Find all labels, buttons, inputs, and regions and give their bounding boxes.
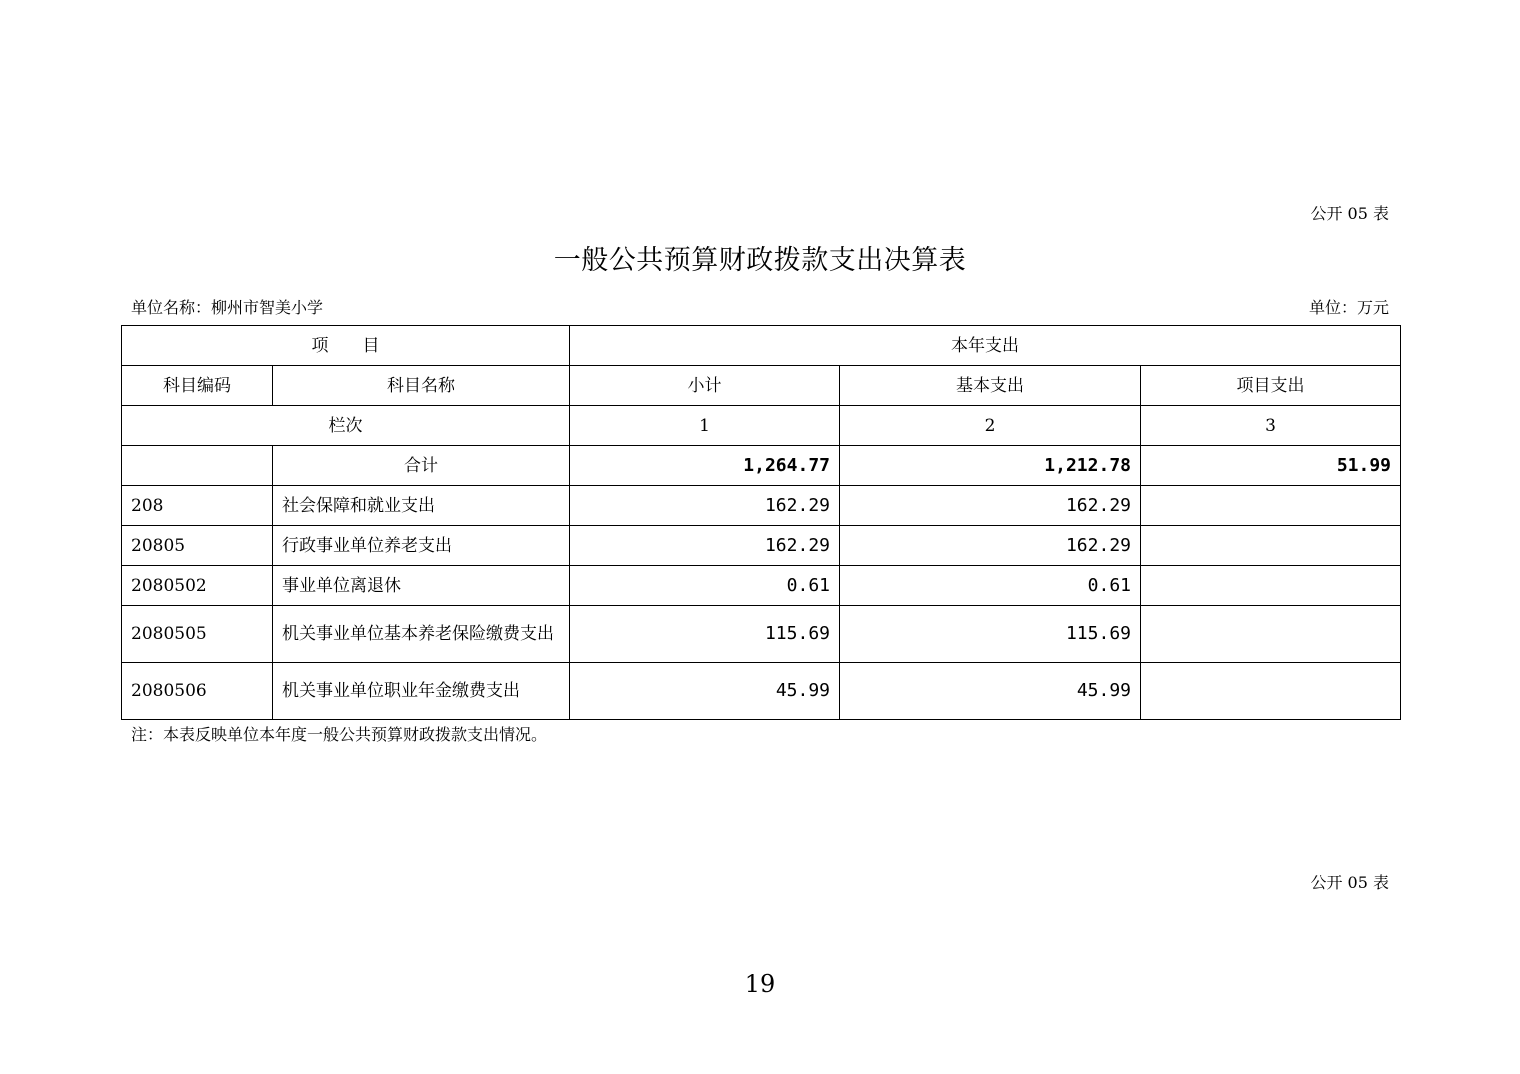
row-project [1141,663,1401,720]
row-subtotal: 162.29 [570,526,840,566]
row-project [1141,566,1401,606]
unit-label: 单位：万元 [1308,298,1389,317]
row-subtotal: 115.69 [570,606,840,663]
table-row [122,663,1401,720]
row-name: 事业单位离退休 [273,566,570,606]
row-name: 行政事业单位养老支出 [273,526,570,566]
header-basic: 基本支出 [840,366,1141,406]
row-project [1141,526,1401,566]
unit-name: 单位名称：柳州市智美小学 [131,298,324,317]
row-name: 机关事业单位基本养老保险缴费支出 [273,606,570,663]
total-project: 51.99 [1141,446,1401,486]
header-name: 科目名称 [273,366,570,406]
column-number-1: 1 [570,406,840,446]
row-code: 2080506 [122,663,273,720]
header-row-3 [122,406,1401,446]
header-row-2 [122,366,1401,406]
row-basic: 162.29 [840,486,1141,526]
row-name: 社会保障和就业支出 [273,486,570,526]
row-name: 机关事业单位职业年金缴费支出 [273,663,570,720]
budget-table [121,325,1401,720]
row-project [1141,606,1401,663]
header-code: 科目编码 [122,366,273,406]
header-row-1 [122,326,1401,366]
row-basic: 45.99 [840,663,1141,720]
row-subtotal: 0.61 [570,566,840,606]
row-basic: 115.69 [840,606,1141,663]
row-code: 2080502 [122,566,273,606]
header-subtotal: 小计 [570,366,840,406]
row-basic: 0.61 [840,566,1141,606]
table-row [122,566,1401,606]
row-code: 20805 [122,526,273,566]
total-basic: 1,212.78 [840,446,1141,486]
table-note: 注：本表反映单位本年度一般公共预算财政拨款支出情况。 [131,725,548,744]
header-column-order: 栏次 [122,406,570,446]
row-basic: 162.29 [840,526,1141,566]
table-row [122,606,1401,663]
row-code: 2080505 [122,606,273,663]
form-number-top: 公开 05 表 [1310,204,1389,223]
row-code: 208 [122,486,273,526]
total-label: 合计 [273,446,570,486]
column-number-3: 3 [1141,406,1401,446]
header-item: 项 目 [122,326,570,366]
row-project [1141,486,1401,526]
header-project: 项目支出 [1141,366,1401,406]
page-number: 19 [744,970,776,998]
page-title: 一般公共预算财政拨款支出决算表 [553,245,967,276]
column-number-2: 2 [840,406,1141,446]
total-subtotal: 1,264.77 [570,446,840,486]
form-number-bottom: 公开 05 表 [1310,873,1389,892]
total-row [122,446,1401,486]
table-row [122,526,1401,566]
header-expense: 本年支出 [570,326,1401,366]
row-subtotal: 162.29 [570,486,840,526]
total-code-cell [122,446,273,486]
row-subtotal: 45.99 [570,663,840,720]
table-row [122,486,1401,526]
